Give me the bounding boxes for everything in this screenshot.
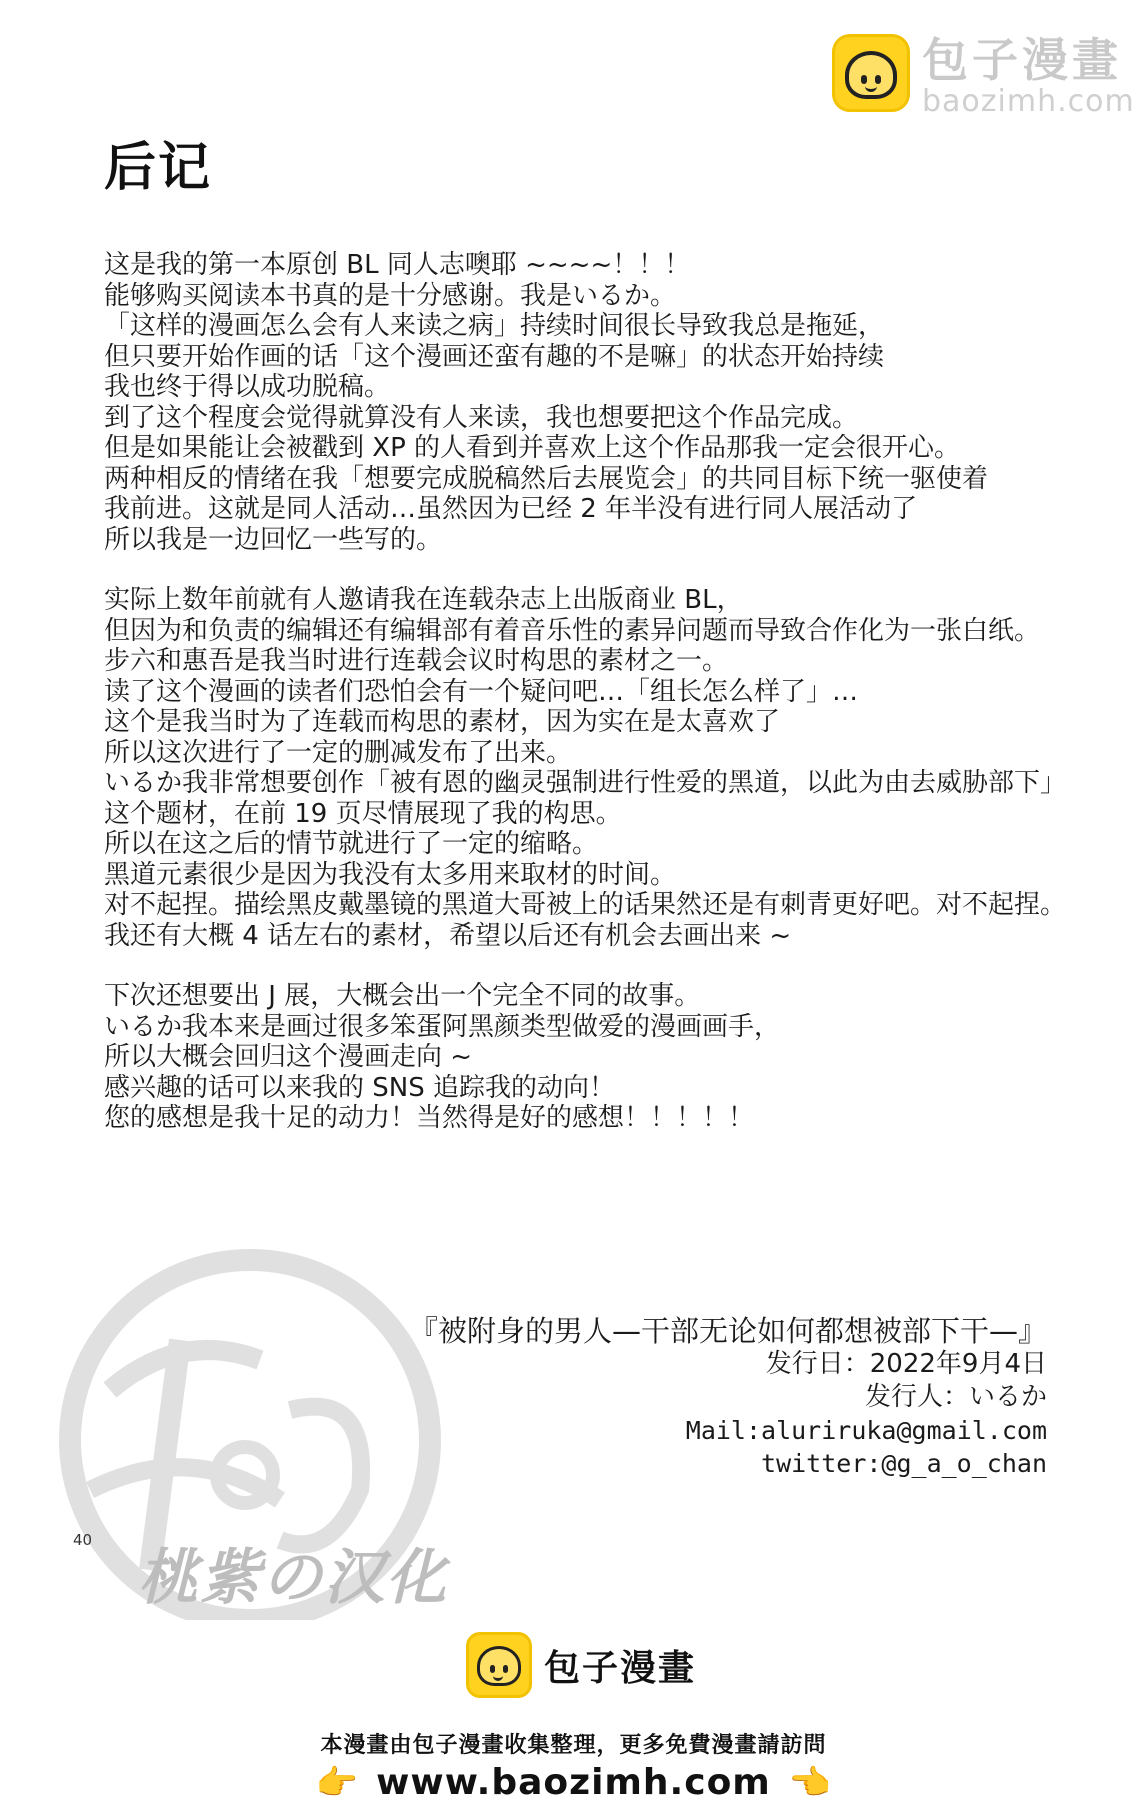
colophon bbox=[409, 1315, 1047, 1480]
text-line: 这是我的第一本原创 BL 同人志噢耶 ~~~~！！！ bbox=[104, 250, 691, 280]
paragraph bbox=[104, 250, 1124, 555]
text-line: 所以在这之后的情节就进行了一定的缩略。 bbox=[104, 829, 599, 859]
pointing-left-hand-icon: 👈 bbox=[788, 1762, 832, 1803]
text-line: 步六和惠吾是我当时进行连载会议时构思的素材之一。 bbox=[104, 646, 729, 676]
pointing-right-hand-icon: 👉 bbox=[315, 1762, 359, 1803]
text-line: 您的感想是我十足的动力！当然得是好的感想！！！！！ bbox=[104, 1103, 755, 1133]
page-title: 后记 bbox=[104, 138, 213, 198]
text-line: 能够购买阅读本书真的是十分感谢。我是いるか。 bbox=[104, 280, 677, 311]
text-line: いるか我非常想要创作「被有恩的幽灵强制进行性爱的黑道，以此为由去威胁部下」 bbox=[104, 768, 1067, 798]
translation-group-label: 桃紫の汉化 bbox=[138, 1543, 448, 1613]
site-banner bbox=[0, 1620, 1147, 1820]
text-line: 我前进。这就是同人活动…虽然因为已经 2 年半没有进行同人展活动了 bbox=[104, 494, 918, 524]
banner-site-name: 包子漫畫 bbox=[544, 1647, 697, 1689]
text-line: 对不起捏。描绘黑皮戴墨镜的黑道大哥被上的话果然还是有刺青更好吧。对不起捏。 bbox=[104, 890, 1067, 920]
page-number: 40 bbox=[73, 1531, 93, 1549]
text-line: 两种相反的情绪在我「想要完成脱稿然后去展览会」的共同目标下统一驱使着 bbox=[104, 463, 989, 494]
text-line: 「这样的漫画怎么会有人来读之病」持续时间很长导致我总是拖延， bbox=[104, 311, 885, 341]
text-line: 黑道元素很少是因为我没有太多用来取材的时间。 bbox=[104, 859, 677, 890]
baozimh-watermark bbox=[832, 34, 1135, 118]
text-line: 读了这个漫画的读者们恐怕会有一个疑问吧…「组长怎么样了」… bbox=[104, 676, 859, 707]
banner-logo[interactable] bbox=[466, 1632, 696, 1698]
bun-logo-icon bbox=[832, 34, 910, 112]
contact-mail: Mail:aluriruka@gmail.com bbox=[685, 1416, 1047, 1445]
text-line: 所以这次进行了一定的删减发布了出来。 bbox=[104, 737, 573, 768]
afterword-body bbox=[104, 250, 1124, 1134]
banner-note: 本漫畫由包子漫畫收集整理，更多免費漫畫請訪問 bbox=[320, 1733, 827, 1758]
publish-date: 发行日：2022年9月4日 bbox=[765, 1349, 1047, 1379]
text-line: 实际上数年前就有人邀请我在连载杂志上出版商业 BL， bbox=[104, 585, 743, 615]
site-url-link[interactable]: www.baozimh.com bbox=[376, 1762, 771, 1803]
text-line: 但只要开始作画的话「这个漫画还蛮有趣的不是嘛」的状态开始持续 bbox=[104, 341, 885, 372]
text-line: 我还有大概 4 话左右的素材，希望以后还有机会去画出来 ~ bbox=[104, 920, 792, 951]
text-line: 下次还想要出 J 展，大概会出一个完全不同的故事。 bbox=[104, 981, 701, 1011]
contact-twitter: twitter:@g_a_o_chan bbox=[761, 1449, 1047, 1478]
text-line: 但因为和负责的编辑还有编辑部有着音乐性的素异问题而导致合作化为一张白纸。 bbox=[104, 615, 1041, 646]
book-title: 『被附身的男人—干部无论如何都想被部下干—』 bbox=[408, 1314, 1047, 1348]
bun-logo-icon bbox=[466, 1632, 532, 1698]
text-line: 到了这个程度会觉得就算没有人来读，我也想要把这个作品完成。 bbox=[104, 402, 859, 433]
text-line: 这个题材，在前 19 页尽情展现了我的构思。 bbox=[104, 798, 622, 829]
paragraph bbox=[104, 585, 1124, 951]
text-line: いるか我本来是画过很多笨蛋阿黑颜类型做爱的漫画画手， bbox=[104, 1011, 781, 1042]
watermark-name: 包子漫畫 bbox=[922, 33, 1122, 87]
text-line: 感兴趣的话可以来我的 SNS 追踪我的动向！ bbox=[104, 1072, 615, 1103]
text-line: 我也终于得以成功脱稿。 bbox=[104, 372, 391, 402]
banner-url-row bbox=[0, 1762, 1147, 1803]
text-line: 这个是我当时为了连载而构思的素材，因为实在是太喜欢了 bbox=[104, 707, 781, 737]
text-line: 所以大概会回归这个漫画走向 ~ bbox=[104, 1042, 473, 1072]
watermark-domain: baozimh.com bbox=[922, 84, 1135, 119]
text-line: 所以我是一边回忆一些写的。 bbox=[104, 524, 443, 555]
text-line: 但是如果能让会被戳到 XP 的人看到并喜欢上这个作品那我一定会很开心。 bbox=[104, 433, 961, 463]
publisher: 发行人：いるか bbox=[864, 1382, 1047, 1412]
paragraph bbox=[104, 981, 1124, 1134]
